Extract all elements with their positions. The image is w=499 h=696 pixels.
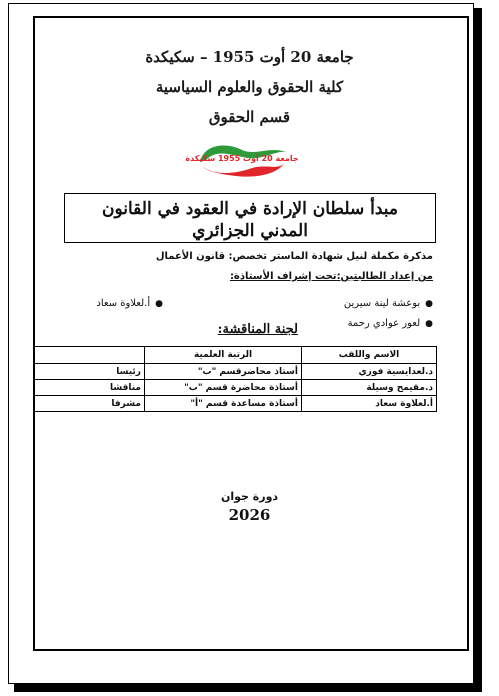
- column-header-rank: الرتبة العلمية: [145, 347, 302, 364]
- member-role: مشرفا: [34, 396, 145, 412]
- students-header: من إعداد الطالبتين:: [336, 271, 433, 282]
- student-2: [348, 318, 433, 330]
- member-name: أ.لعلاوة سعاد: [302, 396, 437, 412]
- student-name: بوعشة لينة سيرين: [343, 298, 421, 309]
- member-rank: أستاذ محاضرقسم "ب": [145, 364, 302, 380]
- academic-year: 2026: [228, 506, 271, 524]
- page-shadow: [14, 684, 482, 692]
- bullet-icon: ●: [155, 299, 163, 309]
- supervisor: [96, 298, 163, 310]
- university-logo: [185, 140, 299, 178]
- member-name: د.مقيمح وسيلة: [302, 380, 437, 396]
- table-row: [34, 380, 437, 396]
- student-1: [344, 298, 433, 310]
- bullet-icon: ●: [425, 299, 433, 309]
- authors-header: [230, 271, 433, 283]
- member-rank: أستاذة مساعدة قسم "أ": [145, 396, 302, 412]
- thesis-title-line2: المدني الجزائري: [192, 221, 308, 241]
- column-header-role: [34, 347, 145, 364]
- member-rank: أستاذة محاضرة قسم "ب": [145, 380, 302, 396]
- logo-text: جامعة 20 أوت 1955 سكيكدة: [185, 154, 299, 163]
- column-header-name: الاسم واللقب: [302, 347, 437, 364]
- bullet-icon: ●: [425, 319, 433, 329]
- session-label: دورة جوان: [220, 490, 279, 503]
- supervisor-name: أ.لعلاوة سعاد: [96, 298, 151, 309]
- committee-table: [33, 346, 437, 412]
- member-role: مناقشا: [34, 380, 145, 396]
- table-header-row: [34, 347, 437, 364]
- student-name: لعور عوادي رحمة: [347, 318, 421, 329]
- committee-heading: لجنة المناقشة:: [217, 322, 298, 337]
- member-name: د.لعدايسية فوزي: [302, 364, 437, 380]
- department-name: قسم الحقوق: [208, 108, 291, 126]
- university-name: جامعة 20 أوت 1955 – سكيكدة: [145, 48, 354, 66]
- table-row: [34, 396, 437, 412]
- member-role: رئيسا: [34, 364, 145, 380]
- thesis-title: [64, 193, 436, 243]
- supervisor-header: تحت إشراف الأستاذة:: [229, 271, 337, 282]
- faculty-name: كلية الحقوق والعلوم السياسية: [155, 78, 344, 96]
- thesis-title-line1: مبدأ سلطان الإرادة في العقود في القانون: [101, 199, 399, 219]
- table-row: [34, 364, 437, 380]
- thesis-subtitle: مذكرة مكملة لنيل شهادة الماستر تخصص: قانون الأعمال: [155, 251, 433, 262]
